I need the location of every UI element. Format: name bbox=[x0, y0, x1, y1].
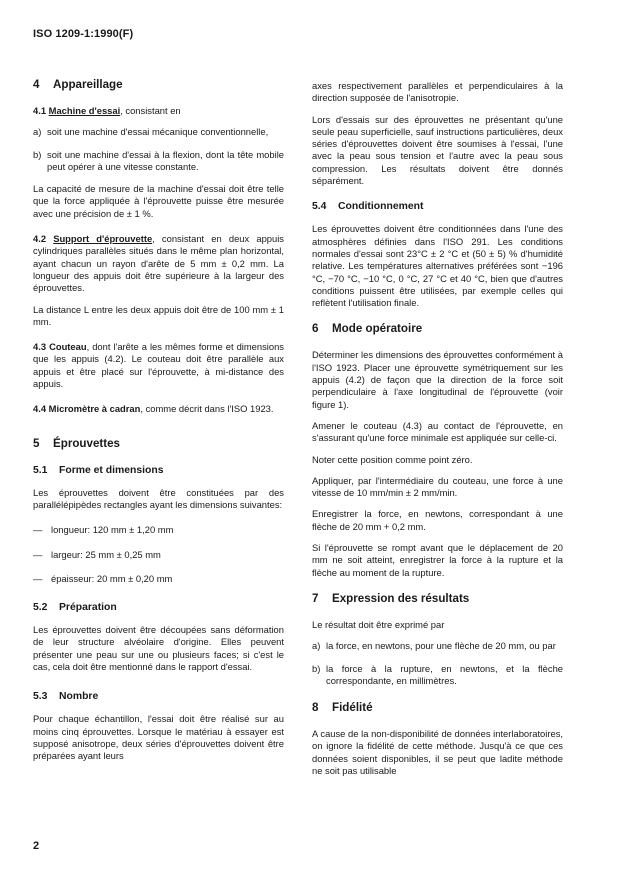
paragraph-4-2-distance: La distance L entre les deux appuis doit être de 100 mm ± 1 mm. bbox=[33, 303, 284, 327]
clause-4-3: 4.3 Couteau, dont l'arête a les mêmes forme et dimensions que les appuis (4.2). Le couteau doit être parallèle aux appuis et être placé sur l'éprouvette, à mi-distance des appuis. bbox=[33, 341, 284, 390]
paragraph-6-1: Déterminer les dimensions des éprouvettes conformément à l'ISO 1923. Placer une éprouvette symétriquement sur les appuis (4.2) de façon que la direction de la force soit perpendiculaire à l'axe longitudinal de l'éprouvette (voir figure 1). bbox=[312, 349, 563, 410]
paragraph-5-3-skin: Lors d'essais sur des éprouvettes ne présentant qu'une seule peau superficielle, sauf instructions particulières, deux séries d'éprouvettes doivent être soumises à l'essai, l'une avec la peau sous tension et l'autre avec la peau sous compression. Les résultats doivent être donnés séparément. bbox=[312, 113, 563, 187]
clause-4-2: 4.2 Support d'éprouvette, consistant en deux appuis cylindriques parallèles situés dans le même plan horizontal, ayant chacun un rayon d'arête de 5 mm ± 0,2 mm. La longueur des appuis doit être supérieure à la largeur des éprouvettes. bbox=[33, 233, 284, 294]
clause-4-1: 4.1 Machine d'essai, consistant en bbox=[33, 105, 181, 116]
clause-4-4: 4.4 Micromètre à cadran, comme décrit dans l'ISO 1923. bbox=[33, 403, 274, 415]
list-item-7-a: a) la force, en newtons, pour une flèche de 20 mm, ou par bbox=[312, 640, 556, 652]
section-4-heading: 4 Appareillage bbox=[33, 78, 123, 91]
list-item-4-1-b: b) soit une machine d'essai à la flexion, dont la tête mobile peut opérer à une vitesse constante. bbox=[33, 148, 284, 172]
dimension-thickness: — épaisseur: 20 mm ± 0,20 mm bbox=[33, 572, 173, 584]
list-item-4-1-a: a) soit une machine d'essai mécanique conventionnelle, bbox=[33, 126, 269, 138]
section-7-heading: 7 Expression des résultats bbox=[312, 591, 470, 605]
paragraph-5-2: Les éprouvettes doivent être découpées sans déformation de leur structure alvéolaire d'origine. Elles peuvent présenter une peau sur une ou plusieurs faces; si c'est le cas, cela doit être mentionné dans le rapport d'essai. bbox=[33, 624, 284, 673]
right-column bbox=[312, 80, 563, 786]
paragraph-5-4: Les éprouvettes doivent être conditionnées dans l'une des atmosphères définies dans l'ISO 291. Les conditions normales d'essai sont 23°C ± 2 °C et (50 ± 5) % d'humidité relative. Les températures alternatives préférées sont −196 °C, −70 °C, −10 °C, 0 °C, 27 °C et 40 °C, bien que d'autres conditions puissent être utilisées, par exemple celles qui reflètent l'utilisation finale. bbox=[312, 223, 563, 309]
left-column bbox=[33, 78, 284, 772]
section-5-4-heading: 5.4 Conditionnement bbox=[312, 201, 424, 213]
section-5-2-heading: 5.2 Préparation bbox=[33, 602, 117, 614]
paragraph-4-1-precision: La capacité de mesure de la machine d'essai doit être telle que la force appliquée à l'éprouvette puisse être mesurée avec une précision de ± 1 %. bbox=[33, 183, 284, 219]
paragraph-6-6: Si l'éprouvette se rompt avant que le déplacement de 20 mm ne soit atteint, enregistrer la force à la rupture et la flèche au moment de la rupture. bbox=[312, 542, 563, 578]
paragraph-6-5: Enregistrer la force, en newtons, correspondant à une flèche de 20 mm + 0,2 mm. bbox=[312, 508, 563, 532]
page-number: 2 bbox=[33, 840, 40, 852]
section-6-heading: 6 Mode opératoire bbox=[312, 322, 423, 336]
paragraph-5-3-cont: axes respectivement parallèles et perpendiculaires à la direction supposée de l'anisotropie. bbox=[312, 80, 563, 104]
paragraph-5-3: Pour chaque échantillon, l'essai doit être réalisé sur au moins cinq éprouvettes. Lorsque le matériau à essayer est supposé anisotrope, deux séries d'éprouvettes doivent être préparées ayant leurs bbox=[33, 713, 284, 762]
paragraph-6-4: Appliquer, par l'intermédiaire du couteau, une force à une vitesse de 10 mm/min ± 2 mm/min. bbox=[312, 474, 563, 499]
paragraph-8: A cause de la non-disponibilité de données interlaboratoires, on ignore la fidélité de cette méthode. Jusqu'à ce que ces données soient disponibles, il se peut que ladite méthode ne soit pas utilisable bbox=[312, 728, 563, 776]
paragraph-7: Le résultat doit être exprimé par bbox=[312, 618, 445, 630]
section-5-heading: 5 Éprouvettes bbox=[33, 436, 121, 450]
section-5-3-heading: 5.3 Nombre bbox=[33, 691, 99, 703]
dimension-length: — longueur: 120 mm ± 1,20 mm bbox=[33, 524, 174, 536]
list-item-7-b: b) la force à la rupture, en newtons, et la flèche correspondante, en millimètres. bbox=[312, 662, 563, 686]
document-header: ISO 1209-1:1990(F) bbox=[33, 28, 134, 40]
section-5-1-heading: 5.1 Forme et dimensions bbox=[33, 464, 164, 476]
dimension-width: — largeur: 25 mm ± 0,25 mm bbox=[33, 548, 161, 560]
paragraph-6-3: Noter cette position comme point zéro. bbox=[312, 453, 473, 465]
paragraph-6-2: Amener le couteau (4.3) au contact de l'éprouvette, en s'assurant qu'une force minimale est appliquée sur celle-ci. bbox=[312, 419, 563, 444]
section-8-heading: 8 Fidélité bbox=[312, 701, 373, 715]
paragraph-5-1: Les éprouvettes doivent être constituées par des parallélépipèdes rectangles ayant les dimensions suivantes: bbox=[33, 486, 284, 510]
